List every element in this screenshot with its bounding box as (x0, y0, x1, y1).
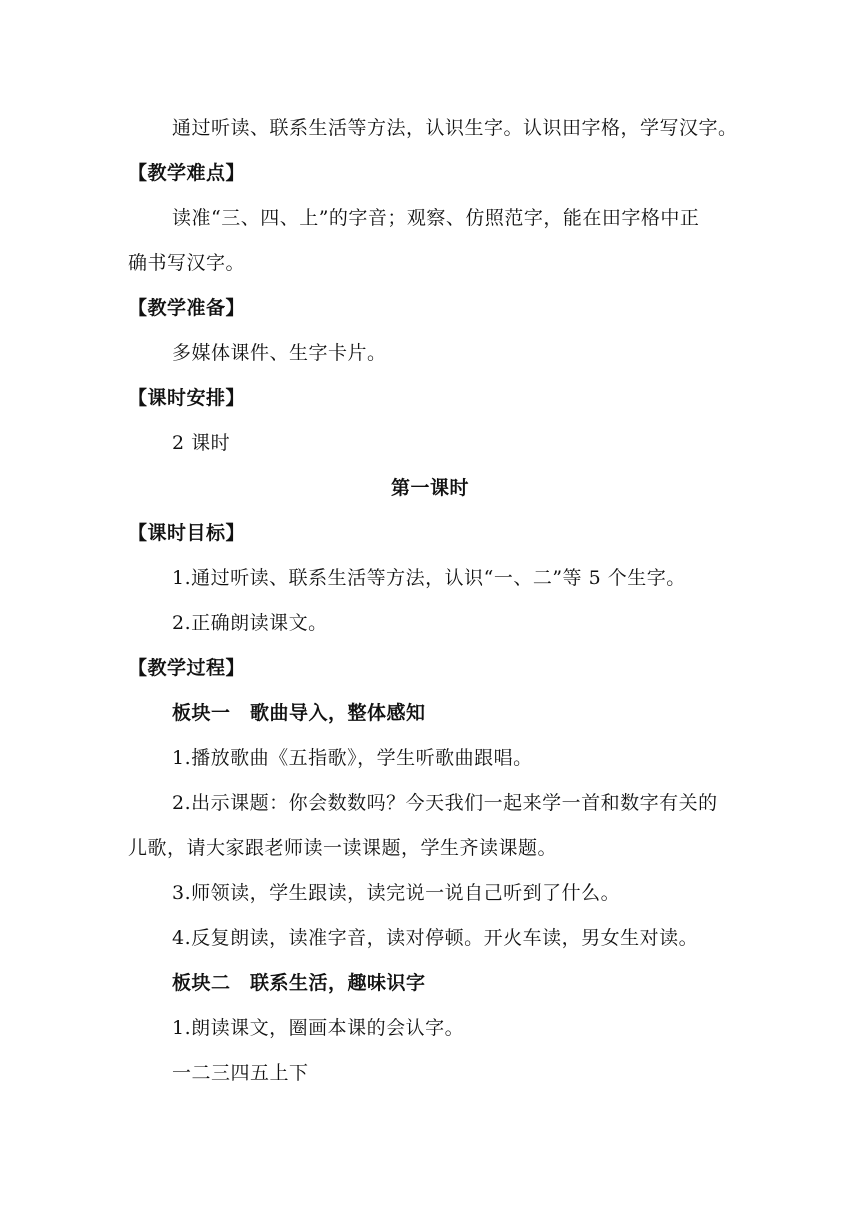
paragraph-schedule: 2 课时 (172, 432, 231, 454)
section-title: 第一课时 (390, 477, 469, 499)
block-two-title: 板块二 联系生活，趣味识字 (172, 972, 426, 994)
characters-list: 一二三四五上下 (172, 1062, 309, 1084)
heading-process: 【教学过程】 (128, 657, 246, 679)
heading-schedule: 【课时安排】 (128, 387, 246, 409)
heading-preparation: 【教学准备】 (128, 297, 246, 319)
paragraph-difficulty-line1: 读准“三、四、上”的字音；观察、仿照范字，能在田字格中正 (172, 207, 700, 229)
heading-objectives: 【课时目标】 (128, 522, 246, 544)
paragraph-difficulty-line2: 确书写汉字。 (128, 252, 246, 274)
paragraph-key-point: 通过听读、联系生活等方法，认识生字。认识田字格，学写汉字。 (172, 117, 738, 139)
block-two-step-1: 1.朗读课文，圈画本课的会认字。 (172, 1017, 465, 1039)
process-step-3: 3.师领读，学生跟读，读完说一说自己听到了什么。 (172, 882, 621, 904)
block-one-title: 板块一 歌曲导入，整体感知 (172, 702, 426, 724)
paragraph-preparation: 多媒体课件、生字卡片。 (172, 342, 387, 364)
process-step-1: 1.播放歌曲《五指歌》，学生听歌曲跟唱。 (172, 747, 533, 769)
objective-item-1: 1.通过听读、联系生活等方法，认识“一、二”等 5 个生字。 (172, 567, 686, 589)
objective-item-2: 2.正确朗读课文。 (172, 612, 328, 634)
process-step-2-line1: 2.出示课题：你会数数吗？今天我们一起来学一首和数字有关的 (172, 792, 718, 814)
process-step-2-line2: 儿歌，请大家跟老师读一读课题，学生齐读课题。 (128, 837, 558, 859)
heading-difficulty: 【教学难点】 (128, 162, 246, 184)
process-step-4: 4.反复朗读，读准字音，读对停顿。开火车读，男女生对读。 (172, 927, 699, 949)
